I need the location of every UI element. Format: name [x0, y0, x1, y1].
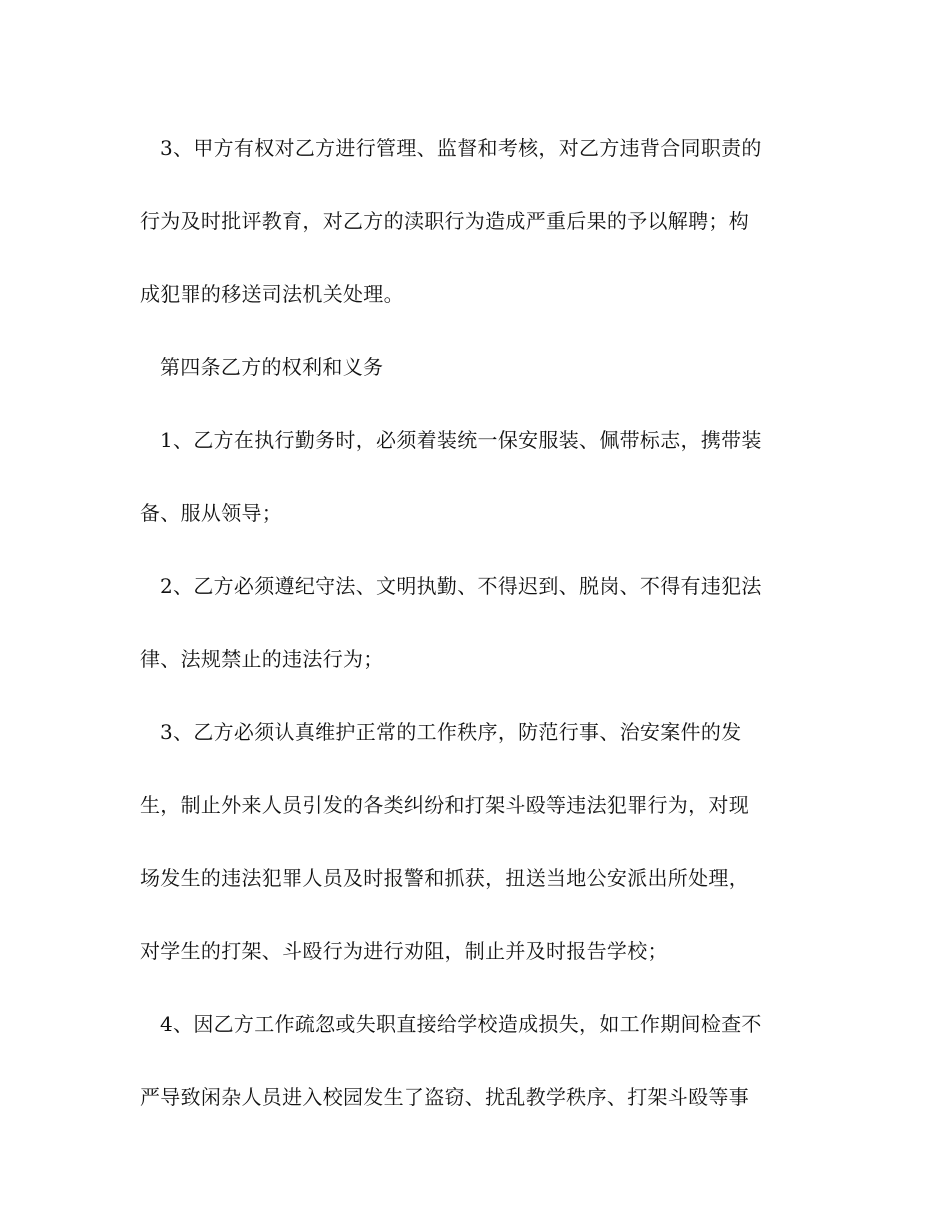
paragraph-line: 1、乙方在执行勤务时，必须着装统一保安服装、佩带标志，携带装 — [160, 428, 762, 452]
paragraph-line: 律、法规禁止的违法行为； — [140, 647, 384, 671]
paragraph-line: 2、乙方必须遵纪守法、文明执勤、不得迟到、脱岗、不得有违犯法 — [160, 574, 762, 598]
paragraph-line: 3、乙方必须认真维护正常的工作秩序，防范行事、治安案件的发 — [160, 720, 742, 744]
paragraph-line: 成犯罪的移送司法机关处理。 — [140, 282, 404, 306]
paragraph-line: 生，制止外来人员引发的各类纠纷和打架斗殴等违法犯罪行为，对现 — [140, 793, 749, 817]
section-heading: 第四条乙方的权利和义务 — [160, 355, 384, 379]
paragraph-line: 备、服从领导； — [140, 501, 283, 525]
paragraph-line: 对学生的打架、斗殴行为进行劝阻，制止并及时报告学校； — [140, 939, 668, 963]
paragraph-line: 3、甲方有权对乙方进行管理、监督和考核，对乙方违背合同职责的 — [160, 136, 762, 160]
paragraph-line: 严导致闲杂人员进入校园发生了盗窃、扰乱教学秩序、打架斗殴等事 — [140, 1085, 749, 1109]
paragraph-line: 场发生的违法犯罪人员及时报警和抓获，扭送当地公安派出所处理， — [140, 866, 749, 890]
paragraph-line: 行为及时批评教育，对乙方的渎职行为造成严重后果的予以解聘；构 — [140, 209, 749, 233]
document-body — [140, 112, 810, 1134]
paragraph-line: 4、因乙方工作疏忽或失职直接给学校造成损失，如工作期间检查不 — [160, 1012, 762, 1036]
